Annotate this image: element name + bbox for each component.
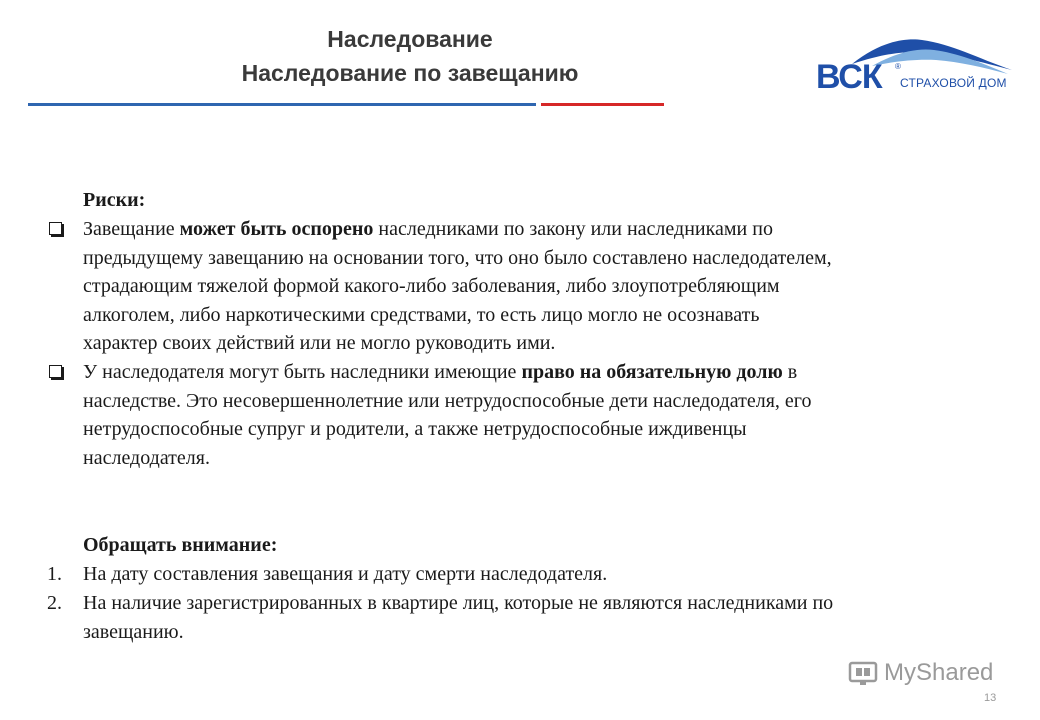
page-number: 13 xyxy=(984,692,997,704)
risk-item-line: наследстве. Это несовершеннолетние или нетрудоспособные дети наследодателя, его xyxy=(83,389,812,412)
title-line-2: Наследование по завещанию xyxy=(241,60,579,86)
risk-item-line: нетрудоспособные супруг и родители, а также нетрудоспособные иждивенцы xyxy=(83,418,747,441)
title-underline-red xyxy=(541,103,664,106)
title-underline-blue xyxy=(28,103,536,106)
attention-item-line: На наличие зарегистрированных в квартире лиц, которые не являются наследниками по xyxy=(83,592,834,614)
title-line-1: Наследование xyxy=(327,26,493,52)
attention-item xyxy=(47,560,1003,589)
risk-item-line: предыдущему завещанию на основании того, что оно было составлено наследодателем, xyxy=(83,246,832,269)
attention-item-line: завещанию. xyxy=(83,620,184,643)
risk-item xyxy=(83,358,1003,472)
logo-wordmark: ВСК xyxy=(816,58,882,96)
attention-item-line: На дату составления завещания и дату смерти наследодателя. xyxy=(83,563,608,585)
risk-item-line: страдающим тяжелой формой какого-либо заболевания, либо злоупотребляющим xyxy=(83,275,780,298)
risks-heading: Риски: xyxy=(83,189,146,211)
risk-item-line: Завещание может быть оспорено наследниками по закону или наследниками по xyxy=(83,218,773,240)
checkbox-bullet-icon xyxy=(49,222,62,235)
attention-heading: Обращать внимание: xyxy=(83,534,278,556)
risk-item-line: наследодателя. xyxy=(83,446,210,469)
risk-item-line: алкоголем, либо наркотическими средствами, то есть лицо могло не осознавать xyxy=(83,303,760,326)
checkbox-bullet-icon xyxy=(49,365,62,378)
watermark-text: MyShared xyxy=(884,659,994,686)
risk-item-line: характер своих действий или не могло руководить ими. xyxy=(83,332,556,355)
slide-title xyxy=(150,22,670,90)
myshared-logo-icon xyxy=(848,658,880,688)
logo-registered-mark: ® xyxy=(895,62,901,71)
risk-item xyxy=(83,215,1003,358)
list-number: 2. xyxy=(47,592,62,614)
attention-item xyxy=(47,589,1003,646)
list-number: 1. xyxy=(47,563,62,585)
logo-subtitle: СТРАХОВОЙ ДОМ xyxy=(900,76,1007,90)
vsk-logo xyxy=(812,36,1022,98)
risk-item-line: У наследодателя могут быть наследники имеющие право на обязательную долю в xyxy=(83,361,798,383)
